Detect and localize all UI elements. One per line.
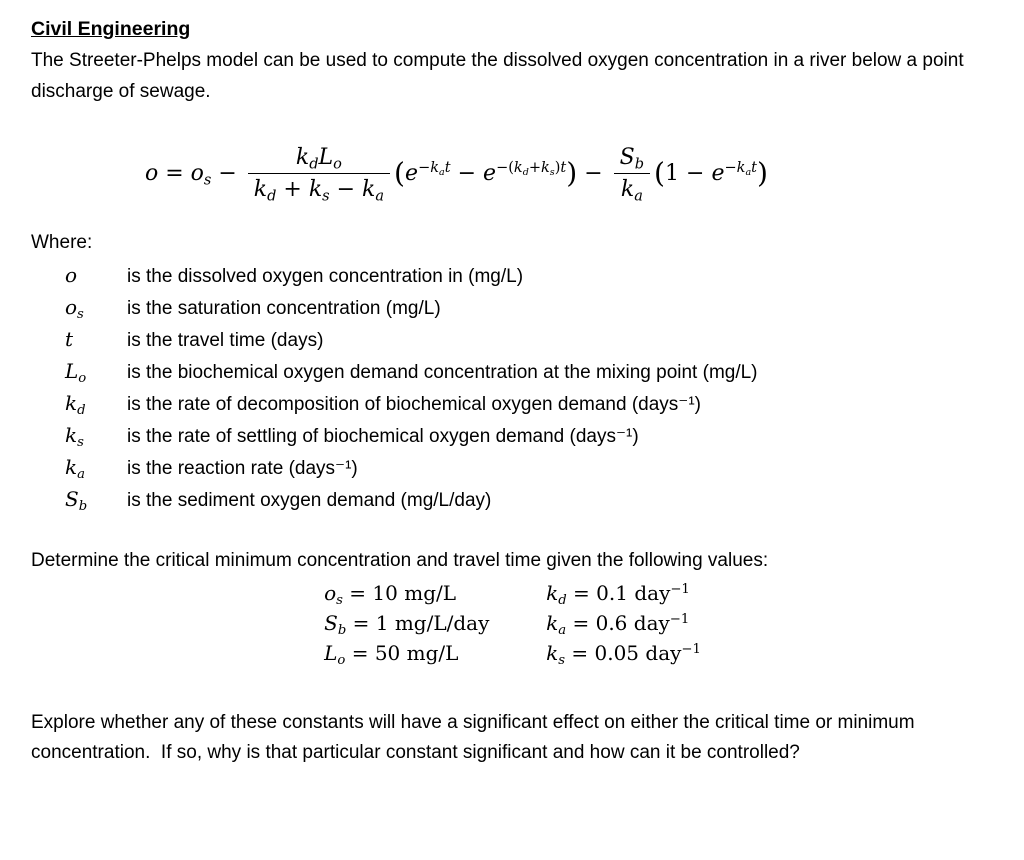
section-title: Civil Engineering bbox=[31, 18, 191, 40]
definition-text: is the travel time (days) bbox=[127, 329, 324, 351]
given-value: $k_d = 0.1$ day$^{-1}$ bbox=[546, 580, 690, 608]
closing-question: Explore whether any of these constants will have a significant effect on either the critical time or minimum concentration. If so, why is that particular constant significant and how can it be controlled? bbox=[31, 711, 920, 764]
definition-text: is the biochemical oxygen demand concentration at the mixing point (mg/L) bbox=[127, 361, 758, 383]
intro-paragraph: The Streeter-Phelps model can be used to compute the dissolved oxygen concentration in a river below a point discharge of sewage. bbox=[31, 50, 964, 102]
streeter-phelps-equation: $o = o_s$ − $\frac{k_dL_o}{k_d + k_s - k_a}$ $(e^{-k_at} - e^{-(k_d+k_s)t})$ − $\frac{S_b}{k_a}$ $(1 - e^{-k_at})$ bbox=[144, 144, 769, 205]
definition-symbol: $k_s$ bbox=[65, 422, 84, 450]
definition-symbol: $k_a$ bbox=[65, 454, 85, 482]
variable-definitions bbox=[65, 260, 994, 516]
given-value: $k_a = 0.6$ day$^{-1}$ bbox=[546, 610, 690, 638]
given-value: $k_s = 0.05$ day$^{-1}$ bbox=[546, 640, 701, 668]
definition-text: is the reaction rate (days⁻¹) bbox=[127, 457, 358, 479]
definition-symbol: $k_d$ bbox=[65, 390, 86, 418]
definition-text: is the rate of decomposition of biochemical oxygen demand (days⁻¹) bbox=[127, 393, 701, 415]
definition-text: is the saturation concentration (mg/L) bbox=[127, 297, 441, 319]
definition-symbol: $L_o$ bbox=[65, 358, 87, 386]
definition-symbol: $S_b$ bbox=[65, 486, 88, 514]
given-value: $o_s = 10$ mg/L bbox=[324, 580, 457, 608]
given-values-intro: Determine the critical minimum concentration and travel time given the following values: bbox=[31, 549, 769, 571]
given-value: $S_b = 1$ mg/L/day bbox=[324, 610, 490, 638]
definition-text: is the dissolved oxygen concentration in (mg/L) bbox=[127, 265, 524, 287]
definition-symbol: t bbox=[65, 326, 74, 351]
definition-text: is the rate of settling of biochemical oxygen demand (days⁻¹) bbox=[127, 425, 639, 447]
where-label: Where: bbox=[31, 231, 93, 253]
given-value: $L_o = 50$ mg/L bbox=[324, 640, 459, 668]
given-values-table bbox=[324, 578, 701, 668]
definition-symbol: $o_s$ bbox=[65, 294, 84, 322]
definition-text: is the sediment oxygen demand (mg/L/day) bbox=[127, 489, 492, 511]
equation-block bbox=[31, 144, 994, 204]
definition-symbol: o bbox=[65, 262, 78, 287]
